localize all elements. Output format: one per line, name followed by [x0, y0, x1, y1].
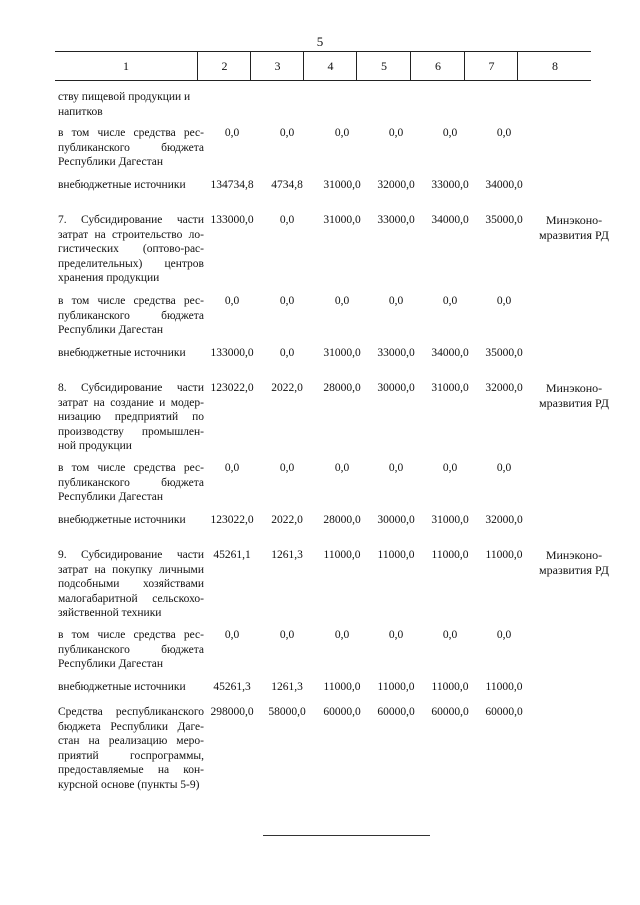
value-cell: 30000,0 [377, 382, 415, 394]
value-cell: 0,0 [279, 462, 295, 474]
value-cell: 1261,3 [271, 681, 303, 693]
value-cell: 2022,0 [271, 382, 303, 394]
header-cell: 2 [197, 52, 251, 80]
value-cell: 34000,0 [431, 347, 469, 359]
value-cell: 0,0 [224, 462, 240, 474]
row-description: внебюджетные источники [58, 179, 186, 191]
row-description: 8. Субсидирование части затрат на создание и модер-низацию предприятий по производству промышлен-ной продукции [58, 382, 204, 453]
row-description: Средства республиканского бюджета Республики Даге-стан на реализацию меро-приятий госпрограммы, предоставляемые на кон-курсной основе (пункты 5-9) [58, 706, 204, 791]
value-cell: 0,0 [224, 629, 240, 641]
footer-divider [263, 835, 430, 836]
value-cell: 0,0 [388, 127, 404, 139]
header-cell: 3 [250, 52, 304, 80]
value-cell: 0,0 [388, 462, 404, 474]
value-cell: 2022,0 [271, 514, 303, 526]
value-cell: 60000,0 [485, 706, 523, 718]
value-cell: 0,0 [279, 347, 295, 359]
responsible-executor: Минэконо-мразвития РД [539, 548, 609, 577]
row-description: в том числе средства рес-публиканского бюджета Республики Дагестан [58, 462, 204, 504]
value-cell: 133000,0 [210, 347, 254, 359]
value-cell: 11000,0 [431, 549, 469, 561]
value-cell: 123022,0 [210, 514, 254, 526]
row-description: внебюджетные источники [58, 681, 186, 693]
value-cell: 33000,0 [377, 214, 415, 226]
row-description: внебюджетные источники [58, 347, 186, 359]
value-cell: 0,0 [279, 295, 295, 307]
value-cell: 11000,0 [485, 681, 523, 693]
value-cell: 0,0 [496, 629, 512, 641]
row-description: в том числе средства рес-публиканского бюджета Республики Дагестан [58, 295, 204, 337]
value-cell: 0,0 [496, 462, 512, 474]
value-cell: 33000,0 [431, 179, 469, 191]
value-cell: 11000,0 [323, 681, 361, 693]
value-cell: 31000,0 [431, 514, 469, 526]
value-cell: 0,0 [279, 127, 295, 139]
value-cell: 0,0 [279, 629, 295, 641]
value-cell: 0,0 [334, 127, 350, 139]
header-cell: 5 [356, 52, 411, 80]
value-cell: 0,0 [496, 127, 512, 139]
value-cell: 28000,0 [323, 514, 361, 526]
header-cell: 1 [123, 59, 129, 73]
value-cell: 11000,0 [431, 681, 469, 693]
table-header [55, 51, 591, 81]
value-cell: 0,0 [388, 295, 404, 307]
header-cell: 4 [303, 52, 357, 80]
value-cell: 45261,3 [213, 681, 251, 693]
row-description: в том числе средства рес-публиканского бюджета Республики Дагестан [58, 629, 204, 671]
value-cell: 0,0 [224, 127, 240, 139]
value-cell: 35000,0 [485, 347, 523, 359]
value-cell: 0,0 [334, 462, 350, 474]
responsible-executor: Минэконо-мразвития РД [539, 213, 609, 242]
value-cell: 11000,0 [323, 549, 361, 561]
value-cell: 1261,3 [271, 549, 303, 561]
value-cell: 298000,0 [210, 706, 254, 718]
value-cell: 30000,0 [377, 514, 415, 526]
value-cell: 34000,0 [485, 179, 523, 191]
value-cell: 33000,0 [377, 347, 415, 359]
value-cell: 0,0 [279, 214, 295, 226]
page-number: 5 [316, 34, 324, 49]
row-description: в том числе средства рес-публиканского бюджета Республики Дагестан [58, 127, 204, 169]
value-cell: 60000,0 [431, 706, 469, 718]
value-cell: 45261,1 [213, 549, 251, 561]
row-description: 7. Субсидирование части затрат на строительство ло-гистических (оптово-рас-пределительных) центров хранения продукции [58, 214, 204, 285]
value-cell: 60000,0 [323, 706, 361, 718]
value-cell: 0,0 [442, 629, 458, 641]
value-cell: 0,0 [334, 295, 350, 307]
row-description: ству пищевой продукции и напитков [58, 91, 191, 118]
row-description: 9. Субсидирование части затрат на покупку личными подсобными хозяйствами малогабаритной сельскохо-зяйственной техники [58, 549, 204, 620]
row-description: внебюджетные источники [58, 514, 186, 526]
value-cell: 32000,0 [485, 514, 523, 526]
header-cell: 6 [410, 52, 465, 80]
value-cell: 31000,0 [323, 179, 361, 191]
value-cell: 123022,0 [210, 382, 254, 394]
value-cell: 11000,0 [377, 549, 415, 561]
header-cell: 8 [517, 52, 592, 80]
value-cell: 0,0 [442, 127, 458, 139]
value-cell: 58000,0 [268, 706, 306, 718]
value-cell: 11000,0 [485, 549, 523, 561]
value-cell: 0,0 [442, 295, 458, 307]
value-cell: 0,0 [388, 629, 404, 641]
value-cell: 35000,0 [485, 214, 523, 226]
value-cell: 31000,0 [323, 347, 361, 359]
value-cell: 133000,0 [210, 214, 254, 226]
value-cell: 34000,0 [431, 214, 469, 226]
value-cell: 31000,0 [323, 214, 361, 226]
value-cell: 4734,8 [271, 179, 303, 191]
value-cell: 60000,0 [377, 706, 415, 718]
value-cell: 0,0 [334, 629, 350, 641]
header-cell: 7 [464, 52, 518, 80]
value-cell: 32000,0 [377, 179, 415, 191]
value-cell: 0,0 [496, 295, 512, 307]
value-cell: 0,0 [224, 295, 240, 307]
value-cell: 11000,0 [377, 681, 415, 693]
value-cell: 32000,0 [485, 382, 523, 394]
responsible-executor: Минэконо-мразвития РД [539, 381, 609, 410]
value-cell: 28000,0 [323, 382, 361, 394]
value-cell: 31000,0 [431, 382, 469, 394]
value-cell: 0,0 [442, 462, 458, 474]
value-cell: 134734,8 [210, 179, 254, 191]
